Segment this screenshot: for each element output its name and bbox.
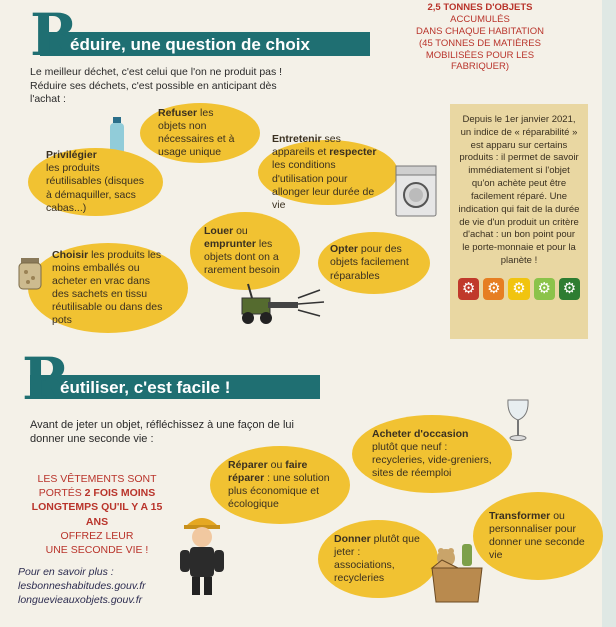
clothes-line-4: OFFREZ LEUR [60,529,134,542]
clothes-line-2b: 2 FOIS MOINS [84,487,156,500]
refuser-text: les objets non nécessaires et à usage unique [158,106,235,159]
acheter-text: plutôt que neuf : recycleries, vide-greniers, sites de réemploi [372,440,492,480]
section1-letter: R [30,1,79,69]
transformer-keyword: Transformer [489,509,551,522]
donner-keyword: Donner [334,532,371,545]
gear-icon: ⚙ [508,278,529,300]
gear-icon: ⚙ [458,278,479,300]
bubble-choisir [28,243,188,333]
clothes-line-1: LES VÊTEMENTS SONT [37,473,157,485]
transformer-text: ou personnaliser pour donner une seconde vie [489,509,585,562]
repairability-gears [458,278,580,300]
gear-icon: ⚙ [483,278,504,300]
acheter-keyword: Acheter d'occasion [372,427,469,440]
clothes-line-2 [22,486,172,500]
stats-line-3: DANS CHAQUE HABITATION [416,25,544,37]
louer-keyword-2: emprunter [204,237,256,250]
opter-keyword: Opter [330,243,359,256]
page-edge [602,0,616,627]
reparer-keyword-2: faire réparer [228,458,308,484]
stats-line-1: 2,5 TONNES D'OBJETS [427,2,533,13]
section2-letter: R [22,345,71,413]
refuser-keyword: Refuser [158,106,198,119]
clothes-line-5: UNE SECONDE VIE ! [45,543,149,556]
privilegier-keyword: Privilégier [46,149,97,162]
machine-icon [238,282,328,328]
entretenir-keyword-2: respecter [329,146,377,159]
choisir-keyword: Choisir [52,248,89,261]
section2-intro-line-1: Avant de jeter un objet, réfléchissez à une façon de lui [30,419,294,431]
link-lesbonneshabitudes[interactable]: lesbonneshabitudes.gouv.fr [18,580,146,593]
bubble-opter [318,232,430,294]
donner-text: plutôt que jeter : associations, recycleries [334,532,420,585]
entretenir-text: les conditions d'utilisation pour allonger leur durée de vie [272,159,375,211]
intro-line-1: Le meilleur déchet, c'est celui que l'on ne produit pas ! [30,66,283,78]
repairability-infobox [450,104,588,339]
louer-mid: ou [233,224,248,237]
louer-keyword-1: Louer [204,224,234,237]
clothes-stat [22,472,172,557]
washing-machine-icon [395,165,437,217]
wine-glass-icon [505,398,531,442]
bubble-transformer [473,492,603,580]
bubble-reparer [210,446,350,524]
entretenir-mid: ses appareils et [272,133,341,159]
bubble-donner [318,520,438,598]
links-label: Pour en savoir plus : [18,566,114,578]
section2-intro-line-2: donner une seconde vie : [30,433,154,446]
section1-title: éduire, une question de choix [70,35,310,54]
opter-text: pour des objets facilement réparables [330,243,409,282]
intro-line-3: l'achat : [30,93,66,106]
louer-text: les objets dont on a rarement besoin [204,237,280,277]
section2-title: éutiliser, c'est facile ! [60,378,231,397]
section1-intro [30,66,300,107]
jar-icon [18,258,42,290]
reparer-mid: ou [267,458,286,471]
link-longuevieauxobjets[interactable]: longuevieauxobjets.gouv.fr [18,594,143,607]
infobox-text: Depuis le 1er janvier 2021, un indice de « réparabilité » est apparu sur certains produits : il permet de savoir immédiatement si l'objet qu'on achète peut être facilement réparé. Une indication qui fait de la durée de vie d'un produit un critère d'achat : un bon point pour le porte-monnaie et pour la planète ! [458,114,580,266]
section2-intro [30,418,320,447]
privilegier-text: les produits réutilisables (disques à démaquiller, sacs cabas...) [46,162,145,214]
clothes-line-2a: PORTÉS [38,487,85,500]
reparer-keyword-1: Réparer [228,458,268,471]
links-block [18,565,146,608]
bubble-refuser [140,103,260,163]
stats-line-5: MOBILISÉES POUR LES FABRIQUER) [425,49,535,73]
intro-line-2: Réduire ses déchets, c'est possible en anticipant dès [30,79,277,92]
stats-line-2: ACCUMULÉS [450,13,510,25]
toy-box-icon [428,540,486,604]
entretenir-keyword-1: Entretenir [272,133,322,146]
gear-icon: ⚙ [534,278,555,300]
worker-icon [176,510,228,596]
clothes-line-3: LONGTEMPS QU'IL Y A 15 ANS [31,501,163,528]
bubble-acheter [352,415,512,493]
choisir-text: les produits les moins emballés ou acheter en vrac dans des sachets en tissu réutilisable ou dans des pots [52,248,163,327]
reparer-text: : une solution plus économique et écologique [228,471,330,511]
bubble-entretenir [258,133,398,211]
stats-line-4: (45 TONNES DE MATIÈRES [419,37,541,49]
bubble-privilegier [28,148,163,216]
gear-icon: ⚙ [559,278,580,300]
bubble-louer [190,212,300,290]
header-stats [405,2,555,73]
